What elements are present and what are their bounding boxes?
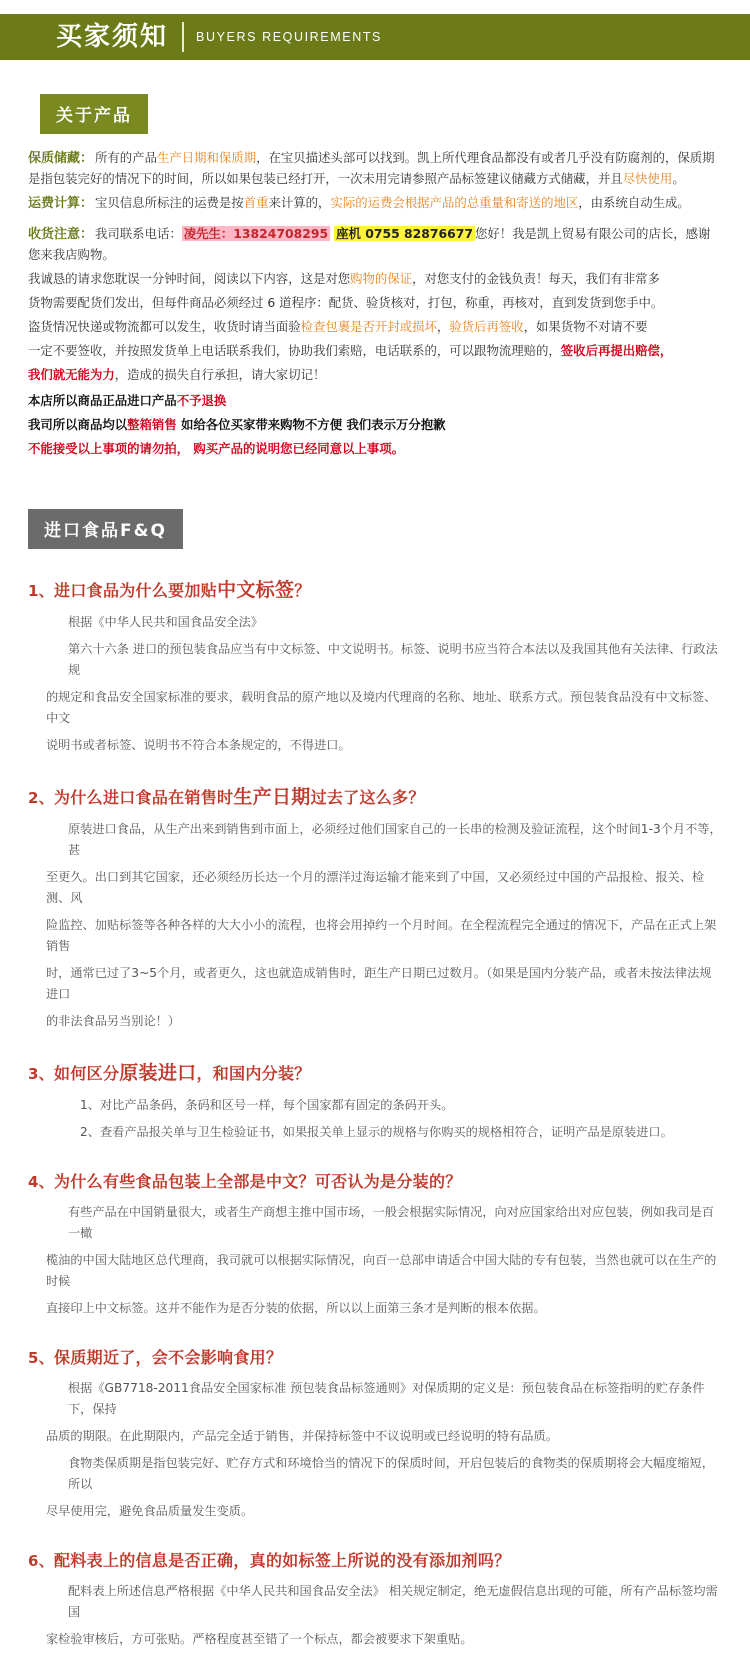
notice-block xyxy=(28,224,722,459)
faq-list xyxy=(28,575,722,1650)
faq-answer-line: 1、对比产品条码，条码和区号一样，每个国家都有固定的条码开头。 xyxy=(80,1098,454,1112)
notice-bold-emphasis: 不予退换 xyxy=(176,393,227,408)
faq-question-number: 4、 xyxy=(28,1173,55,1191)
notice-bold-emphasis: 整箱销售 xyxy=(127,417,177,432)
notice-line xyxy=(28,293,722,313)
faq-question-text: 进口食品为什么要加贴 xyxy=(54,581,218,600)
contact-landline: 座机 0755 82876677 xyxy=(336,226,473,241)
notice-line-text: 我诚恳的请求您耽误一分钟时间，阅读以下内容，这是对您 xyxy=(28,271,351,286)
faq-answer-line: 根据《中华人民共和国食品安全法》 xyxy=(68,615,263,629)
notice-bold-text: 不能接受以上事项的请勿拍， 购买产品的说明您已经同意以上事项。 xyxy=(28,441,405,456)
notice-pre: 我司联系电话： xyxy=(95,226,182,241)
product-row-label: 运费计算： xyxy=(28,196,94,211)
product-section-body xyxy=(28,148,722,459)
notice-bold-text: 我司所以商品均以 xyxy=(28,417,128,432)
banner-title-en: BUYERS REQUIREMENTS xyxy=(196,30,382,44)
faq-answer-line: 原装进口食品，从生产出来到销售到市面上，必须经过他们国家自己的一长串的检测及验证流程，这个时间1-3个月不等，甚 xyxy=(68,822,722,857)
faq-answer-line: 有些产品在中国销量很大，或者生产商想主推中国市场，一般会根据实际情况，向对应国家给出对应包装，例如我司是百一橄 xyxy=(68,1205,714,1240)
faq-question-number: 2、 xyxy=(28,789,55,807)
faq-answer-line: 家检验审核后，方可张贴。严格程度甚至错了一个标点，都会被要求下架重贴。 xyxy=(46,1632,473,1646)
notice-line-text: 货物需要配货们发出，但每件商品必须经过 6 道程序：配货、验货核对，打包，称重，再核对，直到发货到您手中。 xyxy=(28,295,664,310)
faq-question-text: 如何区分 xyxy=(54,1064,120,1083)
product-row-text: ，在宝贝描述头部可以找到。凯上所代理食品都没有或者几乎没有防腐剂的，保质期是 xyxy=(28,150,715,186)
product-row-text: 来计算的， xyxy=(268,195,331,210)
faq-question-tail: 过去了这么多？ xyxy=(310,788,425,807)
faq-question xyxy=(28,1169,722,1192)
faq-answer-line: 的非法食品另当别论！） xyxy=(46,1014,181,1028)
faq-question-text: 为什么进口食品在销售时 xyxy=(54,788,234,807)
notice-line-text: ，造成的损失自行承担，请大家切记！ xyxy=(114,367,326,382)
product-row-text: 。 xyxy=(672,171,685,186)
notice-line-text: ，如果货物不对请不要 xyxy=(523,319,648,334)
notice-line-text: 我们就无能为力 xyxy=(28,367,115,382)
faq-answer-line: 至更久。出口到其它国家，还必须经历长达一个月的漂洋过海运输才能来到了中国，又必须经过中国的产品报检、报关、检测、风 xyxy=(46,870,705,905)
product-row-text: ，由系统自动生成。 xyxy=(578,195,690,210)
product-rows xyxy=(28,148,722,214)
faq-answer-line: 2、查看产品报关单与卫生检验证书，如果报关单上显示的规格与你购买的规格相符合，证明产品是原装进口。 xyxy=(80,1125,673,1139)
product-row-text: 指包装完好的情况下的时间，所以如果包装已经打开，一次未用完请参照产品标签建议储藏方式储藏，并且 xyxy=(40,171,623,186)
faq-answer-line: 第六十六条 进口的预包装食品应当有中文标签、中文说明书。标签、说明书应当符合本法以及我国其他有关法律、行政法规 xyxy=(68,642,718,677)
notice-line-text: 购物的保证 xyxy=(350,271,413,286)
faq-question-emphasis: 生产日期 xyxy=(233,786,311,808)
faq-answer-line: 说明书或者标签、说明书不符合本条规定的，不得进口。 xyxy=(46,738,351,752)
faq-question-tail: ，和国内分装？ xyxy=(196,1064,311,1083)
product-section-heading: 关于产品 xyxy=(40,94,148,134)
notice-line-text: ，对您支付的金钱负责！每天，我们有非常多 xyxy=(412,271,660,286)
product-row xyxy=(28,193,722,214)
faq-answer-line: 根据《GB7718-2011食品安全国家标准 预包装食品标签通则》对保质期的定义是：预包装食品在标签指明的贮存条件下，保持 xyxy=(68,1381,705,1416)
faq-answer-line: 的规定和食品安全国家标准的要求，载明食品的原产地以及境内代理商的名称、地址、联系方式。预包装食品没有中文标签、中文 xyxy=(46,690,717,725)
product-row-text: 所有的产品 xyxy=(95,150,157,165)
notice-line-text: 验货后再签收 xyxy=(449,319,524,334)
product-row-text: 尽快使用 xyxy=(622,171,673,186)
page-root xyxy=(0,14,750,1650)
product-row-label: 保质储藏： xyxy=(28,151,94,166)
faq-answer-line: 险监控、加贴标签等各种各样的大大小小的流程，也将会用掉约一个月时间。在全程流程完全通过的情况下，产品在正式上架销售 xyxy=(46,918,717,953)
product-row xyxy=(28,148,722,189)
faq-question xyxy=(28,1548,722,1571)
notice-label: 收货注意： xyxy=(28,227,94,242)
faq-section-heading: 进口食品F&Q xyxy=(28,509,183,549)
faq-question-text: 为什么有些食品包装上全部是中文？可否认为是分装的？ xyxy=(54,1172,462,1191)
faq-question-tail: ？ xyxy=(294,581,311,600)
notice-bold-line xyxy=(28,439,722,459)
notice-line-text: 签收后再提出赔偿， xyxy=(560,343,673,358)
notice-line-text: ， xyxy=(436,319,450,334)
faq-answer-line: 直接印上中文标签。这并不能作为是否分装的依据，所以以上面第三条才是判断的根本依据。 xyxy=(46,1301,546,1315)
notice-post: 您好！我是凯上贸易有限公司的店长，感谢您来我店购物。 xyxy=(28,226,711,262)
notice-line-text: 盗货情况快递或物流都可以发生，收货时请当面验 xyxy=(28,319,301,334)
notice-lines xyxy=(28,269,722,385)
faq-answer-line: 配料表上所述信息严格根据《中华人民共和国食品安全法》 相关规定制定，绝无虚假信息出现的可能，所有产品标签均需国 xyxy=(68,1584,718,1619)
banner-title-cn: 买家须知 xyxy=(56,22,169,52)
faq-answer-line: 时，通常已过了3~5个月，或者更久，这也就造成销售时，距生产日期已过数月。（如果是国内分装产品，或者未按法律法规进口 xyxy=(46,966,712,1001)
faq-question-number: 1、 xyxy=(28,582,55,600)
faq-question-text: 配料表上的信息是否正确，真的如标签上所说的没有添加剂吗？ xyxy=(54,1551,511,1570)
notice-line xyxy=(28,341,722,361)
notice-bold-lines xyxy=(28,391,722,459)
contact-mobile: 凌先生：13824708295 xyxy=(183,226,329,241)
banner-divider xyxy=(182,22,184,52)
faq-answer-line: 尽早使用完，避免食品质量发生变质。 xyxy=(46,1504,254,1518)
notice-bold-line xyxy=(28,391,722,411)
product-row-text: 实际的运费会根据产品的总重量和寄送的地区 xyxy=(330,195,579,210)
notice-line-text: 检查包裹是否开封或损坏 xyxy=(300,319,437,334)
notice-line-text: 一定不要签收，并按照发货单上电话联系我们，协助我们索赔，电话联系的，可以跟物流理赔的， xyxy=(28,343,561,358)
page-banner xyxy=(0,14,750,60)
faq-question-number: 6、 xyxy=(28,1552,55,1570)
faq-question-emphasis: 原装进口 xyxy=(119,1062,197,1084)
faq-question xyxy=(28,1345,722,1368)
faq-question-number: 3、 xyxy=(28,1065,55,1083)
notice-line xyxy=(28,269,722,289)
product-row-text: 首重 xyxy=(243,195,269,210)
faq-answer-line: 榄油的中国大陆地区总代理商，我司就可以根据实际情况，向百一总部申请适合中国大陆的专有包装，当然也就可以在生产的时候 xyxy=(46,1253,717,1288)
faq-answer-line: 食物类保质期是指包装完好、贮存方式和环境恰当的情况下的保质时间，开启包装后的食物类的保质期将会大幅度缩短，所以 xyxy=(68,1456,714,1491)
faq-question xyxy=(28,782,722,809)
notice-bold-text: 本店所以商品正品进口产品 xyxy=(28,393,177,408)
faq-question-text: 保质期近了，会不会影响食用？ xyxy=(54,1348,283,1367)
faq-question-number: 5、 xyxy=(28,1349,55,1367)
faq-question-emphasis: 中文标签 xyxy=(217,579,295,601)
faq-question xyxy=(28,575,722,602)
product-section-header xyxy=(40,94,750,134)
faq-question xyxy=(28,1058,722,1085)
notice-bold-line xyxy=(28,415,722,435)
notice-line xyxy=(28,317,722,337)
notice-bold-tail: 如给各位买家带来购物不方便 我们表示万分抱歉 xyxy=(176,417,446,432)
notice-line xyxy=(28,365,722,385)
faq-answer-line: 品质的期限。在此期限内，产品完全适于销售，并保持标签中不议说明或已经说明的特有品质。 xyxy=(46,1429,558,1443)
product-row-text: 宝贝信息所标注的运费是按 xyxy=(95,195,244,210)
faq-section-header xyxy=(28,509,750,549)
product-row-text: 生产日期和保质期 xyxy=(156,150,257,165)
